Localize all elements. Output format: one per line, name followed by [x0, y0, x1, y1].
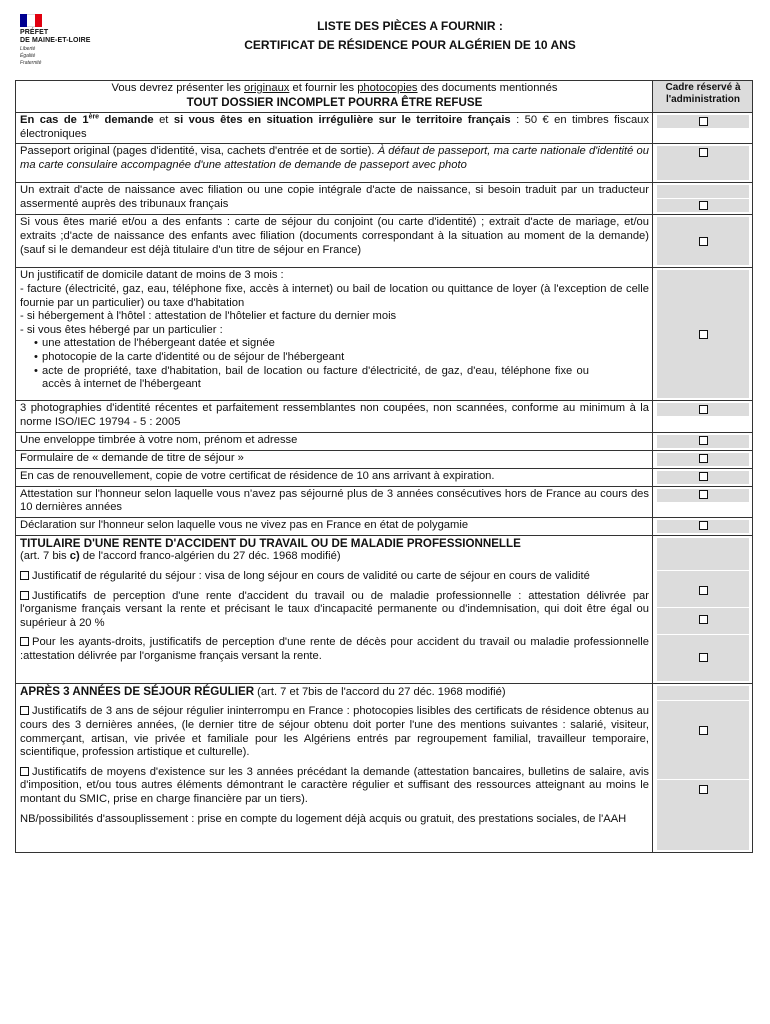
row-text: - si hébergement à l'hôtel : attestation de l'hôtelier et facture du dernier mois — [20, 310, 397, 323]
row-text: Passeport original (pages d'identité, visa, cachets d'entrée et de sortie). — [20, 145, 378, 158]
row-text: de l'accord franco-algérien du 27 déc. 1968 modifié) — [79, 550, 341, 563]
incomplete-warning: TOUT DOSSIER INCOMPLET POURRA ÊTRE REFUSE — [186, 95, 483, 109]
intro-text-3: des documents mentionnés — [417, 82, 558, 94]
row-photographies: 3 photographies d'identité récentes et parfaitement ressemblantes non coupées, non scannées, conforme au minimum à la norme ISO/IEC 19794 - 5 : 2005 — [16, 401, 653, 432]
title-line-1: LISTE DES PIÈCES A FOURNIR : — [317, 19, 503, 33]
section-apres-title: APRÈS 3 ANNÉES DE SÉJOUR RÉGULIER — [20, 684, 255, 698]
apres-item-1 — [20, 705, 649, 759]
checkbox-icon — [20, 706, 29, 715]
admin-cell — [653, 450, 753, 468]
row-text: (art. 7 bis — [20, 550, 70, 563]
apres-item-2 — [20, 766, 649, 807]
admin-checkbox[interactable] — [699, 653, 708, 662]
admin-cell — [653, 144, 753, 183]
logo-motto-2: Égalité — [20, 53, 36, 59]
row-renouvellement: En cas de renouvellement, copie de votre certificat de résidence de 10 ans arrivant à expiration. — [16, 468, 653, 486]
row-acte-naissance: Un extrait d'acte de naissance avec filiation ou une copie intégrale d'acte de naissance, si besoin traduit par un traducteur assermenté auprès des tribunaux français — [16, 183, 653, 215]
intro-text: Vous devrez présenter les — [111, 82, 244, 94]
admin-cell — [653, 401, 753, 432]
row-text-bold: demande — [99, 114, 154, 127]
table-row — [16, 535, 753, 683]
row-text: Pour les ayants-droits, justificatifs de perception d'une rente de décès pour accident du travail ou maladie professionnelle :attestation délivrée par l'organisme français versant la rente. — [20, 636, 649, 662]
table-row — [16, 517, 753, 535]
admin-checkbox[interactable] — [699, 117, 708, 126]
section-rente-title: TITULAIRE D'UNE RENTE D'ACCIDENT DU TRAVAIL OU DE MALADIE PROFESSIONNELLE — [20, 536, 521, 550]
section-rente-subtitle — [20, 550, 649, 564]
admin-cell — [653, 113, 753, 144]
section-apres — [16, 683, 653, 852]
admin-column-header: Cadre réservé à l'administration — [653, 81, 753, 113]
table-row — [16, 183, 753, 215]
section-apres-heading — [20, 685, 649, 700]
table-row — [16, 683, 753, 852]
admin-checkbox[interactable] — [699, 521, 708, 530]
row-text: - si vous êtes hébergé par un particulier : — [20, 323, 223, 336]
admin-cell — [653, 268, 753, 401]
table-row — [16, 432, 753, 450]
row-text: Justificatifs de 3 ans de séjour régulier ininterrompu en France : photocopies lisibles des certificats de résidence obtenus au cours des 3 dernières années, (le dernier titre de séjour obtenu doit porter l'une des mentions suivantes : salarié, visiteur, commerçant, artisan, vie privée et familiale pour les Algériens entrés par regroupement familial, travailleur temporaire, scientifique, profession artistique et culturelle). — [20, 705, 649, 759]
checkbox-icon — [20, 767, 29, 776]
rente-item-1 — [20, 570, 649, 584]
table-row — [16, 268, 753, 401]
table-row — [16, 468, 753, 486]
row-text-bold: c) — [69, 550, 80, 563]
row-passeport — [16, 144, 653, 183]
row-text: Justificatif de régularité du séjour : visa de long séjour en cours de validité ou carte de séjour en cours de validité — [32, 569, 590, 582]
list-item: • une attestation de l'hébergeant datée et signée — [42, 337, 649, 351]
admin-cell — [653, 535, 753, 683]
checkbox-icon — [20, 591, 29, 600]
row-polygamie: Déclaration sur l'honneur selon laquelle vous ne vivez pas en France en état de polygamie — [16, 517, 653, 535]
admin-checkbox[interactable] — [699, 785, 708, 794]
admin-checkbox[interactable] — [699, 490, 708, 499]
admin-checkbox[interactable] — [699, 148, 708, 157]
pieces-table — [15, 80, 753, 853]
logo-line-1: PRÉFET — [20, 29, 49, 36]
table-row — [16, 144, 753, 183]
list-item: • acte de propriété, taxe d'habitation, bail de location ou facture d'électricité, de gaz, d'eau, téléphone fixe ou accès à internet de l'hébergeant — [42, 365, 649, 392]
admin-checkbox[interactable] — [699, 436, 708, 445]
row-domicile — [16, 268, 653, 401]
row-marie-enfants: Si vous êtes marié et/ou a des enfants : carte de séjour du conjoint (ou carte d'identité) ; extrait d'acte de mariage, et/ou extraits ;d'acte de naissance des enfants avec filiation (documents correspondant à la situation au moment de la demande) (sauf si le demandeur est déjà titulaire d'un titre de séjour en France) — [16, 215, 653, 268]
admin-cell — [653, 183, 753, 215]
rente-item-2 — [20, 590, 649, 631]
row-text-italic: À défaut de passeport, ma carte nationale d'identité ou ma carte consulaire accompagnée d'une attestation de demande de passeport avec photo — [20, 145, 650, 171]
intro-originaux: originaux — [244, 82, 290, 94]
row-text-sup: ère — [88, 113, 100, 121]
row-text-bold: En cas de 1 — [20, 114, 89, 127]
admin-checkbox[interactable] — [699, 472, 708, 481]
row-text-bold: si vous êtes en situation irrégulière sur le territoire français — [173, 114, 511, 127]
document-title — [200, 17, 620, 55]
admin-cell — [653, 683, 753, 852]
row-text: et — [153, 114, 174, 127]
hebergement-list — [20, 337, 649, 391]
admin-cell — [653, 215, 753, 268]
marianne-flag-icon — [20, 14, 42, 27]
row-attestation-honneur: Attestation sur l'honneur selon laquelle vous n'avez pas séjourné plus de 3 années consécutives hors de France au cours des 10 dernières années — [16, 486, 653, 517]
row-formulaire: Formulaire de « demande de titre de séjour » — [16, 450, 653, 468]
rente-item-3 — [20, 636, 649, 663]
table-row — [16, 113, 753, 144]
row-text: Justificatifs de perception d'une rente d'accident du travail ou de maladie professionnelle : attestation délivrée par l'organisme français versant la rente et précisant le taux d'incapacité permanente ou d'indemnisation, qui doit être égal ou supérieur à 20 % — [20, 589, 649, 629]
row-text: Un justificatif de domicile datant de moins de 3 mois : — [20, 269, 284, 282]
admin-checkbox[interactable] — [699, 405, 708, 414]
row-text: : 50 € en timbres fiscaux électroniques — [20, 114, 649, 140]
table-row — [16, 450, 753, 468]
admin-cell — [653, 468, 753, 486]
checkbox-icon — [20, 571, 29, 580]
admin-cell — [653, 486, 753, 517]
admin-checkbox[interactable] — [699, 586, 708, 595]
logo-line-2: DE MAINE-ET-LOIRE — [20, 37, 91, 44]
table-header-row — [16, 81, 753, 113]
list-item: • photocopie de la carte d'identité ou de séjour de l'hébergeant — [42, 351, 649, 365]
apres-nb: NB/possibilités d'assouplissement : prise en compte du logement déjà acquis ou gratuit, des prestations sociales, de l'AAH — [20, 812, 627, 825]
admin-checkbox[interactable] — [699, 330, 708, 339]
logo-motto-3: Fraternité — [20, 60, 42, 66]
admin-cell — [653, 517, 753, 535]
checkbox-icon — [20, 637, 29, 646]
intro-cell — [16, 81, 653, 113]
intro-photocopies: photocopies — [357, 82, 418, 94]
section-rente — [16, 535, 653, 683]
row-text: (art. 7 et 7bis de l'accord du 27 déc. 1968 modifié) — [254, 685, 506, 698]
row-text: Justificatifs de moyens d'existence sur les 3 années précédant la demande (attestation bancaires, bulletins de salaire, avis d'imposition, et/ou tous autres éléments démontrant le caractère régulier et suffisant des ressources atteignant au moins le montant du SMIC, prise en charge financière par un tiers). — [20, 765, 649, 805]
logo-motto-1: Liberté — [20, 46, 36, 52]
admin-checkbox[interactable] — [699, 201, 708, 210]
admin-checkbox[interactable] — [699, 726, 708, 735]
admin-checkbox[interactable] — [699, 615, 708, 624]
prefecture-logo — [20, 14, 130, 66]
admin-checkbox[interactable] — [699, 454, 708, 463]
title-line-2: CERTIFICAT DE RÉSIDENCE POUR ALGÉRIEN DE 10 ANS — [244, 38, 576, 52]
admin-checkbox[interactable] — [699, 237, 708, 246]
row-enveloppe: Une enveloppe timbrée à votre nom, prénom et adresse — [16, 432, 653, 450]
row-timbres — [16, 113, 653, 144]
table-row — [16, 215, 753, 268]
intro-text-2: et fournir les — [289, 82, 358, 94]
admin-cell — [653, 432, 753, 450]
table-row — [16, 486, 753, 517]
row-text: - facture (électricité, gaz, eau, téléphone fixe, accès à internet) ou bail de location ou quittance de loyer (à l'exception de celle fournie par un particulier) ou taxe d'habitation — [20, 282, 649, 309]
table-row — [16, 401, 753, 432]
